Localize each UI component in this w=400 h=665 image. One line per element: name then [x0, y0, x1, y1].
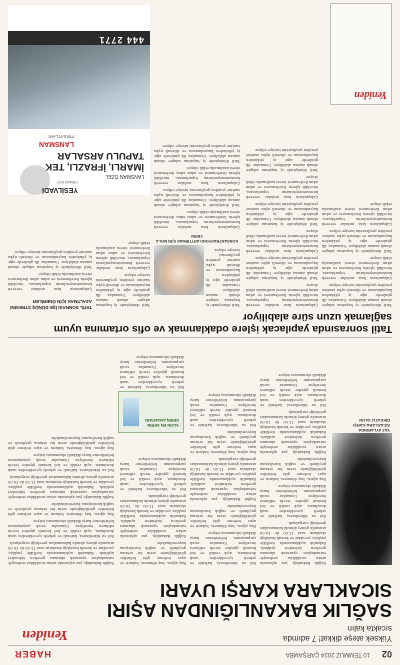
- article-paragraph: Tatil dönüşünde iş hayatına adapte olmak zaman alabiliyor. Uzmanlar, ilk günlerde ağır iş yükünden kaçınılmasını ve düzenli uyku saatine yeniden geçilmesini tavsiye ediyor.: [154, 188, 240, 207]
- article2-column-3: [206, 245, 240, 307]
- article-paragraph: Sağlık Bakanlığı, yaz aylarında artan sıcaklıklar nedeniyle vatandaşları uyararak alınması gereken önlemleri açıkladı. Bakanlık açıklamasında özellikle yaşlılar, çocuklar ve kronik hastalığı olanların saat 11.00 ile 16.00 arasında güneş altında kalmamaları gerektiği vurgulandı.: [120, 494, 186, 538]
- article-paragraph: Çalışanların kısa molalar vererek konsantrasyonlarını toparlaması, öncelikli işlerin listelenmesi ve adım adım ilerlenmesi stresi azaltmada etkili oluyor.: [246, 175, 318, 199]
- page-number: 02: [381, 649, 392, 659]
- second-headline: Tatil sonrasında yapılacak işlere odaklanmak ve ofis ortamına uyum sağlamak uzun süre alabiliyor: [53, 311, 392, 335]
- inline-advert-title: YAZIN EN SERİN SERİN ANAHTARI: [145, 418, 179, 428]
- article-paragraph: Çalışanların kısa molalar vererek konsantrasyonlarını toparlaması, öncelikli işlerin listelenmesi ve adım adım ilerlenmesi stresi azaltmada etkili oluyor.: [322, 202, 392, 226]
- article-paragraph: Baş ağrısı, baş dönmesi, bulantı ve aşırı terleme gibi belirtiler görüldüğünde serin bir ortama geçilmeli ve sağlık kuruluşuna başvurulmalıdır.: [8, 502, 114, 516]
- woman-silhouette-photo: [332, 433, 392, 565]
- article-paragraph: Bol su tüketilmesi, kafeinli ve şekerli içeceklerden uzak durulması, açık renkli ve bol kesimli giysiler tercih edilmesi öneriliyor. Uzmanlar sıcak çarpmasının belirtilerine karşı dikkatli olunmasını istiyor.: [260, 373, 326, 407]
- article-paragraph: Çalışanların kısa molalar vererek konsantrasyonlarını toparlaması, öncelikli işlerin listelenmesi ve adım adım ilerlenmesi stresi azaltmada etkili oluyor.: [154, 166, 240, 185]
- article-paragraph: Tatil dönüşünde iş hayatına adapte olmak zaman alabiliyor. Uzmanlar, ilk günlerde ağır iş yükünden kaçınılmasını ve düzenli uyku saatine yeniden geçilmesini tavsiye ediyor.: [246, 148, 318, 172]
- article-paragraph: Sağlık Bakanlığı, yaz aylarında artan sıcaklıklar nedeniyle vatandaşları uyararak alınması gereken önlemleri açıkladı. Bakanlık açıklamasında özellikle yaşlılar, çocuklar ve kronik hastalığı olanların saat 11.00 ile 16.00 arasında güneş altında kalmamaları gerektiği vurgulandı.: [260, 521, 326, 565]
- advert-subline-2: FIRSATLARI: [48, 134, 74, 139]
- article-paragraph: Tatil dönüşünde iş hayatına adapte olmak zaman alabiliyor. Uzmanlar, ilk günlerde ağır iş yükünden kaçınılmasını ve düzenli uyku saatine yeniden geçilmesini tavsiye ediyor.: [206, 248, 240, 307]
- article-paragraph: Çalışanların kısa molalar vererek konsantrasyonlarını toparlaması, öncelikli işlerin listelenmesi ve adım adım ilerlenmesi stresi azaltmada etkili oluyor.: [246, 229, 318, 253]
- article-paragraph: Bol su tüketilmesi, kafeinli ve şekerli içeceklerden uzak durulması, açık renkli ve bol kesimli giysiler tercih edilmesi öneriliyor. Uzmanlar sıcak çarpmasının belirtilerine karşı dikkatli olunmasını istiyor.: [8, 519, 114, 538]
- issue-date: 10 TEMMUZ 2024 ÇARŞAMBA: [285, 651, 370, 657]
- article-paragraph: Tatil dönüşünde iş hayatına adapte olmak zaman alabiliyor. Uzmanlar, ilk günlerde ağır iş yükünden kaçınılmasını ve düzenli uyku saatine yeniden geçilmesini tavsiye ediyor.: [246, 202, 318, 226]
- article-paragraph: Tatil dönüşünde iş hayatına adapte olmak zaman alabiliyor. Uzmanlar, ilk günlerde ağır iş yükünden kaçınılmasını ve düzenli uyku saatine yeniden geçilmesini tavsiye ediyor.: [8, 250, 92, 269]
- article-column-1: [260, 340, 326, 565]
- article-paragraph: Bol su tüketilmesi, kafeinli ve şekerli içeceklerden uzak durulması, açık renkli ve bol kesimli giysiler tercih edilmesi öneriliyor. Uzmanlar sıcak çarpmasının belirtilerine karşı dikkatli olunmasını istiyor.: [260, 484, 326, 518]
- article-paragraph: Bol su tüketilmesi, kafeinli ve şekerli içeceklerden uzak durulması, açık renkli ve bol kesimli giysiler tercih edilmesi öneriliyor. Uzmanlar sıcak çarpmasının belirtilerine karşı dikkatli olunmasını istiyor.: [190, 531, 256, 565]
- header-divider: [8, 645, 392, 646]
- article2-column-5: [96, 199, 150, 307]
- section-divider: [8, 337, 392, 338]
- advert-brand-sub: ORMAN KÖY: [56, 180, 78, 184]
- advert-subline: LANSMAN: [39, 140, 74, 147]
- article2-column-4: [154, 7, 240, 229]
- sidebar-title: TATİL SONRASI İŞE DÖNÜŞ STRESİNİ AZALTMAK İÇİN ÖNERİLER: [10, 299, 92, 310]
- article-paragraph: Sağlık Bakanlığı, yaz aylarında artan sıcaklıklar nedeniyle vatandaşları uyararak alınması gereken önlemleri açıkladı. Bakanlık açıklamasında özellikle yaşlılar, çocuklar ve kronik hastalığı olanların saat 11.00 ile 16.00 arasında güneş altında kalmamaları gerektiği vurgulandı.: [8, 541, 114, 565]
- article-column-3: [120, 437, 186, 565]
- article-paragraph: Tatil dönüşünde iş hayatına adapte olmak zaman alabiliyor. Uzmanlar, ilk günlerde ağır iş yükünden kaçınılmasını ve düzenli uyku saatine yeniden geçilmesini tavsiye ediyor.: [154, 144, 240, 163]
- article-paragraph: Çalışanların kısa molalar vererek konsantrasyonlarını toparlaması, öncelikli işlerin listelenmesi ve adım adım ilerlenmesi stresi azaltmada etkili oluyor.: [154, 210, 240, 229]
- article-paragraph: Çalışanların kısa molalar vererek konsantrasyonlarını toparlaması, öncelikli işlerin listelenmesi ve adım adım ilerlenmesi stresi azaltmada etkili oluyor.: [322, 256, 392, 280]
- masthead-box: [330, 3, 392, 105]
- article2-column-2: [246, 7, 318, 307]
- article-paragraph: Tatil dönüşünde iş hayatına adapte olmak zaman alabiliyor. Uzmanlar, ilk günlerde ağır iş yükünden kaçınılmasını ve düzenli uyku saatine yeniden geçilmesini tavsiye ediyor.: [246, 256, 318, 280]
- article-paragraph: Çalışanların kısa molalar vererek konsantrasyonlarını toparlaması, öncelikli işlerin listelenmesi ve adım adım ilerlenmesi stresi azaltmada etkili oluyor.: [8, 272, 92, 291]
- headline-kicker: Yüksek ateşe dikkat! 7 adımda sıcakta kalın: [283, 624, 392, 643]
- page-header: [8, 647, 392, 659]
- section-label: HABER: [14, 649, 52, 659]
- advert-brand: YESİLVADİ: [42, 186, 78, 193]
- photo-quote: YAZ AYLARINDA SICAKLARA KARŞI DİKKATLİ OLUN: [353, 418, 390, 433]
- woman-portrait-photo: [154, 245, 204, 295]
- sidebar-column: [8, 199, 92, 291]
- article-paragraph: Baş ağrısı, baş dönmesi, bulantı ve aşırı terleme gibi belirtiler görüldüğünde serin bir ortama geçilmeli ve sağlık kuruluşuna başvurulmalıdır.: [190, 504, 256, 528]
- advert-landscape-photo: [8, 45, 150, 129]
- article-column-2: [190, 340, 256, 565]
- inline-advert: [118, 391, 184, 433]
- article-paragraph: Tatil dönüşünde iş hayatına adapte olmak zaman alabiliyor. Uzmanlar, ilk günlerde ağır iş yükünden kaçınılmasını ve düzenli uyku saatine yeniden geçilmesini tavsiye ediyor.: [322, 283, 392, 307]
- article-paragraph: Bol su tüketilmesi, kafeinli ve şekerli içeceklerden uzak durulması, açık renkli ve bol kesimli giysiler tercih edilmesi öneriliyor. Uzmanlar sıcak çarpmasının belirtilerine karşı dikkatli olunmasını istiyor.: [120, 457, 186, 491]
- article-paragraph: Bol su tüketilmesi, kafeinli ve şekerli içeceklerden uzak durulması, açık renkli ve bol kesimli giysiler tercih edilmesi öneriliyor. Uzmanlar sıcak çarpmasının belirtilerine karşı dikkatli olunmasını istiyor.: [120, 355, 184, 389]
- article-paragraph: Baş ağrısı, baş dönmesi, bulantı ve aşırı terleme gibi belirtiler görüldüğünde serin bir ortama geçilmeli ve sağlık kuruluşuna başvurulmalıdır.: [190, 430, 256, 454]
- article-paragraph: Çalışanların kısa molalar vererek konsantrasyonlarını toparlaması, öncelikli işlerin listelenmesi ve adım adım ilerlenmesi stresi azaltmada etkili oluyor.: [96, 241, 150, 270]
- real-estate-advert: [8, 5, 150, 195]
- advert-phone: 444 2771: [98, 35, 144, 45]
- article-paragraph: Baş ağrısı, baş dönmesi, bulantı ve aşırı terleme gibi belirtiler görüldüğünde serin bir ortama geçilmeli ve sağlık kuruluşuna başvurulmalıdır.: [260, 457, 326, 481]
- article-paragraph: Sağlık Bakanlığı, yaz aylarında artan sıcaklıklar nedeniyle vatandaşları uyararak alınması gereken önlemleri açıkladı. Bakanlık açıklamasında özellikle yaşlılar, çocuklar ve kronik hastalığı olanların saat 11.00 ile 16.00 arasında güneş altında kalmamaları gerektiği vurgulandı.: [190, 457, 256, 501]
- article-column-4: [8, 340, 114, 565]
- masthead-logo: Yeniden: [354, 89, 387, 100]
- advert-line: LANSMAN ÖZEL: [105, 173, 144, 179]
- article-paragraph: Çalışanların kısa molalar vererek konsantrasyonlarını toparlaması, öncelikli işlerin listelenmesi ve adım adım ilerlenmesi stresi azaltmada etkili oluyor.: [246, 283, 318, 307]
- article-column-3b: [120, 339, 184, 389]
- advert-headline: İMARLI, İFRAZLI, TEK TAPULU ARSALAR: [45, 150, 144, 172]
- article-paragraph: Sağlık Bakanlığı, yaz aylarında artan sıcaklıklar nedeniyle vatandaşları uyararak alınması gereken önlemleri açıkladı. Bakanlık açıklamasında özellikle yaşlılar, çocuklar ve kronik hastalığı olanların saat 11.00 ile 16.00 arasında güneş altında kalmamaları gerektiği vurgulandı.: [8, 475, 114, 499]
- article-paragraph: Tatil dönüşünde iş hayatına adapte olmak zaman alabiliyor. Uzmanlar, ilk günlerde ağır iş yükünden kaçınılmasını ve düzenli uyku saatine yeniden geçilmesini tavsiye ediyor.: [322, 229, 392, 253]
- article-paragraph: Bol su tüketilmesi, kafeinli ve şekerli içeceklerden uzak durulması, açık renkli ve bol kesimli giysiler tercih edilmesi öneriliyor. Uzmanlar sıcak çarpmasının belirtilerine karşı dikkatli olunmasını istiyor.: [8, 453, 114, 472]
- article-paragraph: Sağlık Bakanlığı, yaz aylarında artan sıcaklıklar nedeniyle vatandaşları uyararak alınması gereken önlemleri açıkladı. Bakanlık açıklamasında özellikle yaşlılar, çocuklar ve kronik hastalığı olanların saat 11.00 ile 16.00 arasında güneş altında kalmamaları gerektiği vurgulandı.: [260, 410, 326, 454]
- article-paragraph: Tatil dönüşünde iş hayatına adapte olmak zaman alabiliyor. Uzmanlar, ilk günlerde ağır iş yükünden kaçınılmasını ve düzenli uyku saatine yeniden geçilmesini tavsiye ediyor.: [96, 273, 150, 307]
- main-headline: SAĞLIK BAKANLIĞINDAN AŞIRI SICAKLARA KARŞI UYARI: [106, 580, 392, 621]
- inline-advert-image: [123, 398, 139, 426]
- article-paragraph: Baş ağrısı, baş dönmesi, bulantı ve aşırı terleme gibi belirtiler görüldüğünde serin bir ortama geçilmeli ve sağlık kuruluşuna başvurulmalıdır.: [120, 541, 186, 565]
- advert-footer-bar: [8, 31, 150, 45]
- article2-column-1: [322, 109, 392, 307]
- article-paragraph: Bol su tüketilmesi, kafeinli ve şekerli içeceklerden uzak durulması, açık renkli ve bol kesimli giysiler tercih edilmesi öneriliyor. Uzmanlar sıcak çarpmasının belirtilerine karşı dikkatli olunmasını istiyor.: [190, 393, 256, 427]
- newspaper-logo: Yeniden: [22, 627, 68, 642]
- photo-caption: KONSANTRASYONU ARTTIRMAK İÇİN MOLA VERİN: [155, 234, 239, 243]
- article-paragraph: Baş ağrısı, baş dönmesi, bulantı ve aşırı terleme gibi belirtiler görüldüğünde serin bir ortama geçilmeli ve sağlık kuruluşuna başvurulmalıdır.: [8, 436, 114, 450]
